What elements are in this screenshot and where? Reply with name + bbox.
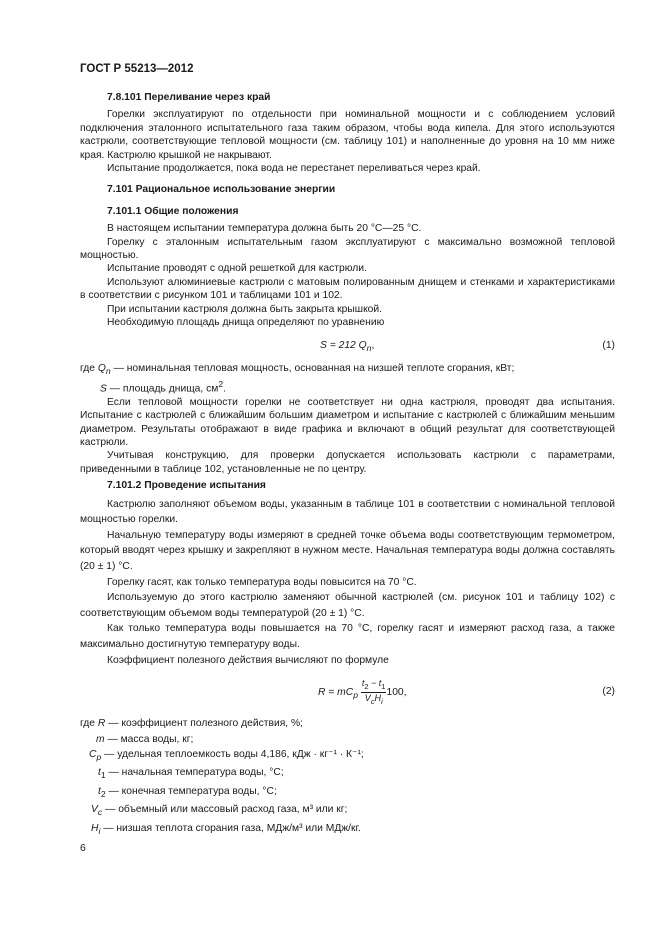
paragraph: Начальную температуру воды измеряют в средней точке объема воды соответствующим термометром, который вводят через крышку и закрепляют в нужном месте. Начальная температура воды должна составлять (20 ± 1) °С. <box>80 529 615 572</box>
paragraph: Если тепловой мощности горелки не соответствует ни одна кастрюля, проводят два испытания. Испытание с кастрюлей с ближайшим большим диаметром и испытание с кастрюлей с ближайшим меньшим диаметром. Результаты отображают в виде графика и включают в общий результат для соответствующей кастрюли. <box>80 396 615 448</box>
standard-header: ГОСТ Р 55213—2012 <box>80 63 194 75</box>
definition: $t_1$ — начальная температура воды, °С; <box>98 767 284 781</box>
paragraph: Кастрюлю заполняют объемом воды, указанным в таблице 101 в соответствии с номинальной тепловой мощностью горелки. <box>80 498 615 526</box>
formula-1: S = 212 $Q_n$, (1) <box>320 339 615 353</box>
definition: $t_2$ — конечная температура воды, °С; <box>98 785 277 799</box>
section-heading-7-101-1: 7.101.1 Общие положения <box>107 205 239 217</box>
paragraph: Необходимую площадь днища определяют по уравнению <box>107 317 385 329</box>
paragraph: Коэффициент полезного действия вычисляют по формуле <box>107 654 389 666</box>
paragraph: Горелки эксплуатируют по отдельности при номинальной мощности и с соблюдением условий подключения эталонного испытательного газа таким образом, чтобы вода кипела. Для этого используются кастрюли, соответствующие тепловой мощности (см. таблицу 101) и наполненные до уровня на 10 мм ниже края. Кастрюлю крышкой не накрывают. <box>80 109 615 161</box>
paragraph: Горелку гасят, как только температура воды повысится на 70 °С. <box>107 576 417 588</box>
section-heading-7-101-2: 7.101.2 Проведение испытания <box>107 480 266 492</box>
formula-2-definitions <box>80 716 615 839</box>
formula-2: $R = mC_p$ $t_2 - t_1$ $V_cH_i$ 100, (2) <box>318 678 615 706</box>
paragraph: При испытании кастрюля должна быть закрыта крышкой. <box>107 303 383 315</box>
definition: S — площадь днища, $см^2$. <box>100 378 227 395</box>
paragraph: Используют алюминиевые кастрюли с матовым полированным днищем и стенками и характеристиками в соответствии с рисунком 101 и таблицами 101 и 102. <box>80 276 615 302</box>
paragraph: Испытание продолжается, пока вода не перестанет переливаться через край. <box>107 163 481 175</box>
paragraph: Используемую до этого кастрюлю заменяют обычной кастрюлей (см. рисунок 101 и таблицу 102) с соответствующим объемом воды температурой (20 ± 1) °С. <box>80 592 615 619</box>
section-heading-7-8-101: 7.8.101 Переливание через край <box>107 92 271 103</box>
definition: m — масса воды, кг; <box>96 733 194 745</box>
paragraph: Учитывая конструкцию, для проверки допускается использовать кастрюли с параметрами, приведенными в таблице 102, установленные не по центру. <box>80 450 615 475</box>
section-heading-7-101: 7.101 Рациональное использование энергии <box>107 184 336 196</box>
formula-number: (2) <box>602 686 615 698</box>
paragraph: В настоящем испытании температура должна быть 20 °С—25 °С. <box>107 223 422 235</box>
formula-number: (1) <box>602 339 615 351</box>
paragraph: Горелку с эталонным испытательным газом эксплуатируют с максимально возможной тепловой мощностью. <box>80 236 615 262</box>
page-content <box>80 91 615 839</box>
paragraph: Как только температура воды повышается на 70 °С, горелку гасят и измеряют расход газа, а также максимально достигнутую температуру воды. <box>80 623 615 650</box>
paragraph: Испытание проводят с одной решеткой для кастрюли. <box>107 263 367 275</box>
definition: где R — коэффициент полезного действия, %; <box>80 718 304 730</box>
definition: где $Q_n$ — номинальная тепловая мощность, основанная на низшей теплоте сгорания, кВт; <box>80 362 515 376</box>
page-number: 6 <box>80 843 86 854</box>
definition: $C_p$ — удельная теплоемкость воды 4,186, кДж · кг⁻¹ · К⁻¹; <box>89 748 364 763</box>
definition: $V_c$ — объемный или массовый расход газа, м³ или кг; <box>91 804 348 818</box>
formula-fraction: $t_2 - t_1$ $V_cH_i$ <box>361 678 386 706</box>
definition: $H_i$ — низшая теплота сгорания газа, МДж/м³ или МДж/кг. <box>91 822 361 836</box>
